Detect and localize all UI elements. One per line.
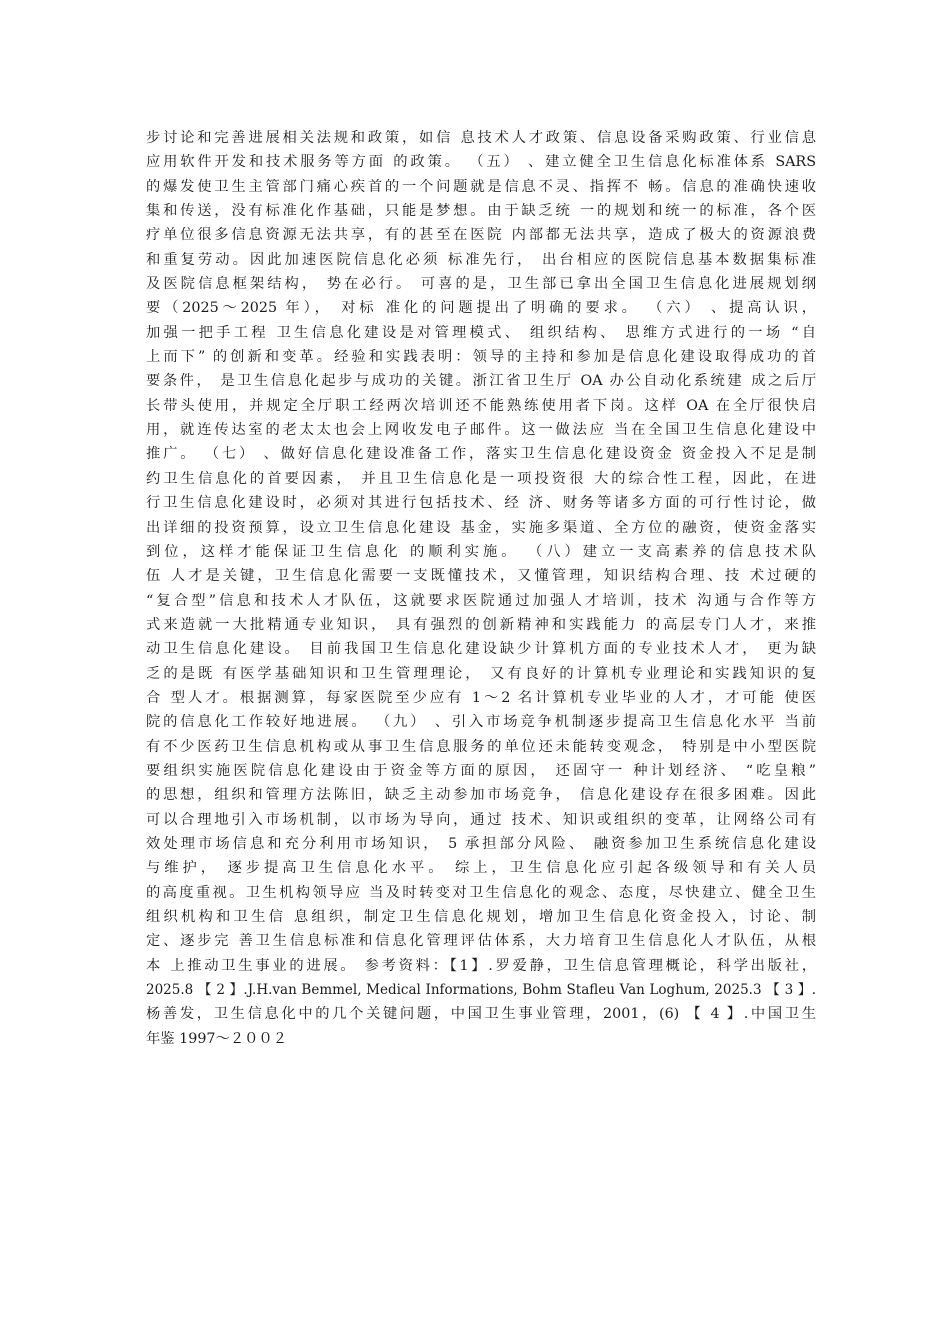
text-line: 本 上推动卫生事业的进展。 参考资料：【1】.罗爱静，卫生信息管理概论，科学出版社， <box>146 957 816 974</box>
text-line: 上而下” 的创新和变革。经验和实践表明：领导的主持和参加是信息化建设取得成功的首 <box>146 349 816 366</box>
text-line: 要（2025～2025 年）， 对标 准化的问题提出了明确的要求。 （六） 、提高认识， <box>146 300 816 317</box>
body-paragraph <box>146 126 816 1051</box>
text-line: 杨善发，卫生信息化中的几个关键问题，中国卫生事业管理，2001，(6) 【 4 】.中国卫生 <box>146 1006 816 1023</box>
text-line: 式来造就一大批精通专业知识， 具有强烈的创新精神和实践能力 的高层专门人才，来推 <box>146 616 816 633</box>
text-line: 加强一把手工程 卫生信息化建设是对管理模式、 组织结构、 思维方式进行的一场 “自 <box>146 324 816 341</box>
text-line: 合 型人才。根据测算，每家医院至少应有 1～2 名计算机专业毕业的人才，才可能 使医 <box>146 689 816 706</box>
text-line: 要条件， 是卫生信息化起步与成功的关键。浙江省卫生厅 OA 办公自动化系统建 成之后厅 <box>146 373 816 390</box>
text-line: 2025.8 【 2 】.J.H.van Bemmel, Medical Informations, Bohm Stafleu Van Loghum, 2025.3 【 3 】. <box>146 982 816 999</box>
text-line: 约卫生信息化的首要因素， 并且卫生信息化是一项投资很 大的综合性工程，因此，在进 <box>146 470 816 487</box>
text-line: 和重复劳动。因此加速医院信息化必须 标准先行， 出台相应的医院信息基本数据集标准 <box>146 251 816 268</box>
text-line: 的思想，组织和管理方法陈旧，缺乏主动参加市场竞争， 信息化建设存在很多困难。因此 <box>146 787 816 804</box>
text-line: 及医院信息框架结构， 势在必行。 可喜的是，卫生部已拿出全国卫生信息化进展规划纲 <box>146 276 816 293</box>
text-line: 的爆发使卫生主管部门痛心疾首的一个问题就是信息不灵、指挥不 畅。信息的准确快速收 <box>146 178 816 195</box>
text-line: 的高度重视。卫生机构领导应 当及时转变对卫生信息化的观念、态度，尽快建立、健全卫生 <box>146 884 816 901</box>
text-line: 伍 人才是关键，卫生信息化需要一支既懂技术，又懂管理，知识结构合理、技 术过硬的 <box>146 568 816 585</box>
text-line: 乏的是既 有医学基础知识和卫生管理理论， 又有良好的计算机专业理论和实践知识的复 <box>146 665 816 682</box>
text-line: 推广。 （七） 、做好信息化建设准备工作，落实卫生信息化建设资金 资金投入不足是制 <box>146 446 816 463</box>
text-line: 步讨论和完善进展相关法规和政策，如信 息技术人才政策、信息设备采购政策、行业信息 <box>146 130 816 146</box>
text-line: 要组织实施医院信息化建设由于资金等方面的原因， 还固守一 种计划经济、 “吃皇粮” <box>146 762 816 779</box>
text-line: 有不少医药卫生信息机构或从事卫生信息服务的单位还未能转变观念， 特别是中小型医院 <box>146 738 816 755</box>
text-line: 用，就连传达室的老太太也会上网收发电子邮件。这一做法应 当在全国卫生信息化建设中 <box>146 422 816 439</box>
text-line: 长带头使用，并规定全厅职工经两次培训还不能熟练使用者下岗。这样 OA 在全厅很快启 <box>146 397 816 414</box>
text-line: 到位，这样才能保证卫生信息化 的顺利实施。 （八）建立一支高素养的信息技术队 <box>146 543 816 560</box>
text-line: 应用软件开发和技术服务等方面 的政策。 （五） 、建立健全卫生信息化标准体系 SARS <box>146 154 816 171</box>
text-line: 与维护， 逐步提高卫生信息化水平。 综上，卫生信息化应引起各级领导和有关人员 <box>146 860 816 877</box>
text-line: 行卫生信息化建设时，必须对其进行包括技术、经 济、财务等诸多方面的可行性讨论，做 <box>146 495 816 512</box>
text-line: 出详细的投资预算，设立卫生信息化建设 基金，实施多渠道、全方位的融资，使资金落实 <box>146 519 816 536</box>
text-line: 院的信息化工作较好地进展。 （九） 、引入市场竞争机制逐步提高卫生信息化水平 当前 <box>146 714 816 731</box>
text-line: 年鉴 1997～２００２ <box>146 1030 288 1047</box>
text-line: “复合型”信息和技术人才队伍，这就要求医院通过加强人才培训，技术 沟通与合作等方 <box>146 592 816 609</box>
text-line: 组织机构和卫生信 息组织，制定卫生信息化规划，增加卫生信息化资金投入，讨论、制 <box>146 909 816 925</box>
text-line: 定、逐步完 善卫生信息标准和信息化管理评估体系，大力培育卫生信息化人才队伍，从根 <box>146 933 816 950</box>
text-line: 动卫生信息化建设。 目前我国卫生信息化建设缺少计算机方面的专业技术人才， 更为缺 <box>146 641 816 658</box>
text-line: 效处理市场信息和充分利用市场知识， 5 承担部分风险、 融资参加卫生系统信息化建设 <box>146 835 816 852</box>
text-line: 疗单位很多信息资源无法共享，有的甚至在医院 内部都无法共享，造成了极大的资源浪费 <box>146 227 816 244</box>
text-line: 集和传送，没有标准化作基础，只能是梦想。由于缺乏统 一的规划和统一的标准，各个医 <box>146 203 816 220</box>
text-line: 可以合理地引入市场机制，以市场为导向，通过 技术、知识或组织的变革，让网络公司有 <box>146 811 816 828</box>
